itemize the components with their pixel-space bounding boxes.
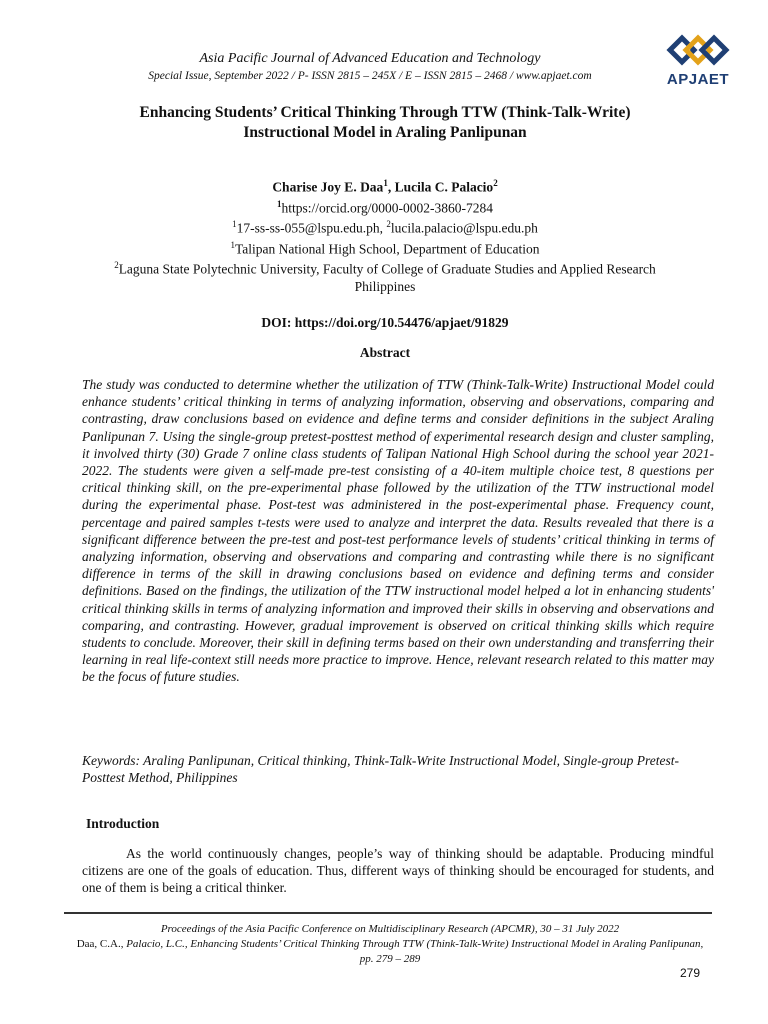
orcid-link[interactable]: https://orcid.org/0000-0002-3860-7284 (281, 200, 494, 215)
author-2-sup: 2 (493, 178, 498, 188)
abstract-heading: Abstract (359, 345, 411, 360)
page-footer (70, 922, 710, 967)
doi-link[interactable]: DOI: https://doi.org/10.54476/apjaet/91829 (261, 315, 509, 330)
affiliation-2-country: Philippines (354, 278, 416, 294)
keywords: Keywords: Araling Panlipunan, Critical thinking, Think-Talk-Write Instructional Model, Single-group Pretest-Posttest Method, Philippines (82, 753, 679, 786)
page-number: 279 (680, 966, 701, 980)
orcid-line (60, 196, 710, 217)
footer-citation (70, 937, 710, 967)
email-1[interactable]: 17-ss-ss-055@lspu.edu.ph, (236, 220, 387, 236)
paper-title (60, 103, 710, 143)
footer-proceedings: Proceedings of the Asia Pacific Conference on Multidisciplinary Research (APCMR), 30 – 31 July 2022 (160, 923, 620, 935)
title-line-1: Enhancing Students’ Critical Thinking Through TTW (Think-Talk-Write) (139, 104, 631, 121)
email-2-sup: 2 (386, 219, 391, 229)
author-2: Lucila C. Palacio (394, 179, 494, 195)
affil-1-text: Talipan National High School, Department of Education (234, 241, 540, 256)
title-line-2: Instructional Model in Araling Panlipunan (243, 124, 527, 141)
affil-1-sup: 1 (230, 239, 235, 250)
author-1: Charise Joy E. Daa (272, 179, 384, 195)
logo-text: APJAET (666, 71, 730, 88)
affiliation-1 (60, 237, 710, 258)
footer-cite-authors: Daa, C.A., (76, 938, 127, 950)
journal-issue-line: Special Issue, September 2022 / P- ISSN 2815 – 245X / E – ISSN 2815 – 2468 / www.apjaet.com (148, 70, 592, 82)
affiliation-2 (60, 257, 710, 278)
introduction-heading: Introduction (86, 816, 160, 831)
logo-diamonds-icon (660, 30, 736, 70)
author-block (60, 175, 710, 295)
footer-divider (64, 912, 712, 914)
abstract-text: The study was conducted to determine whether the utilization of TTW (Think-Talk-Write) Instructional Model could enhance students’ critical thinking in terms of analyzing information, observing and observations, comparing and contrasting, draw conclusions based on evidence and define terms and consider definitions in the subject Araling Panlipunan 7. Using the single-group pretest-posttest method of experimental research design and cluster sampling, it involved thirty (30) Grade 7 online class students of Talipan National High School during the school year 2021-2022. The students were given a self-made pre-test consisting of a 40-item multiple choice test, 8 questions per critical thinking skill, on the pre-experimental phase followed by the utilization of the TTW instructional model during the experimental phase. Post-test was administered in the post-experimental phase. Frequency count, percentage and paired samples t-tests were used to analyze and interpret the data. Results revealed that there is a significant difference between the pre-test and post-test performance levels of students’ critical thinking in terms of analyzing information, observing and observations and comparing and contrasting while there is no significant difference in terms of the skill in drawing conclusions based on evidence and defining terms and consider definitions. Based on the findings, the utilization of the TTW instructional model helped a lot in enhancing students' critical thinking skills in terms of analyzing information and improved their skills in observing and observations and comparing, and contrasting. However, gradual improvement is observed on critical thinking skills which require students to conclude. Moreover, their skill in defining terms based on their own understanding and transferring their learning in real life-context still needs more practice to improve. Hence, relevant research related to this matter may be the focus of future studies. (82, 377, 714, 685)
affil-2-sup: 2 (114, 260, 119, 270)
journal-header (0, 50, 768, 84)
journal-name: Asia Pacific Journal of Advanced Education and Technology (199, 51, 541, 66)
footer-cite-details: Palacio, L.C., Enhancing Students’ Critical Thinking Through TTW (Think-Talk-Write) Instructional Model in Araling Panlipunan, pp. 279 – 289 (126, 938, 704, 965)
author-1-sup: 1 (383, 178, 388, 188)
email-2[interactable]: lucila.palacio@lspu.edu.ph (390, 220, 538, 236)
email-1-sup: 1 (232, 219, 237, 229)
orcid-sup: 1 (276, 198, 282, 209)
introduction-text: As the world continuously changes, people’s way of thinking should be adaptable. Producing mindful citizens are one of the goals of education. Thus, different ways of thinking should be encouraged for students, and one of them is being a critical thinker. (82, 846, 714, 896)
apjaet-logo (660, 30, 736, 92)
author-separator: , (387, 179, 395, 195)
author-names (60, 175, 710, 196)
affil-2-text: Laguna State Polytechnic University, Faculty of College of Graduate Studies and Applied Research (118, 261, 656, 277)
email-line (60, 216, 710, 237)
